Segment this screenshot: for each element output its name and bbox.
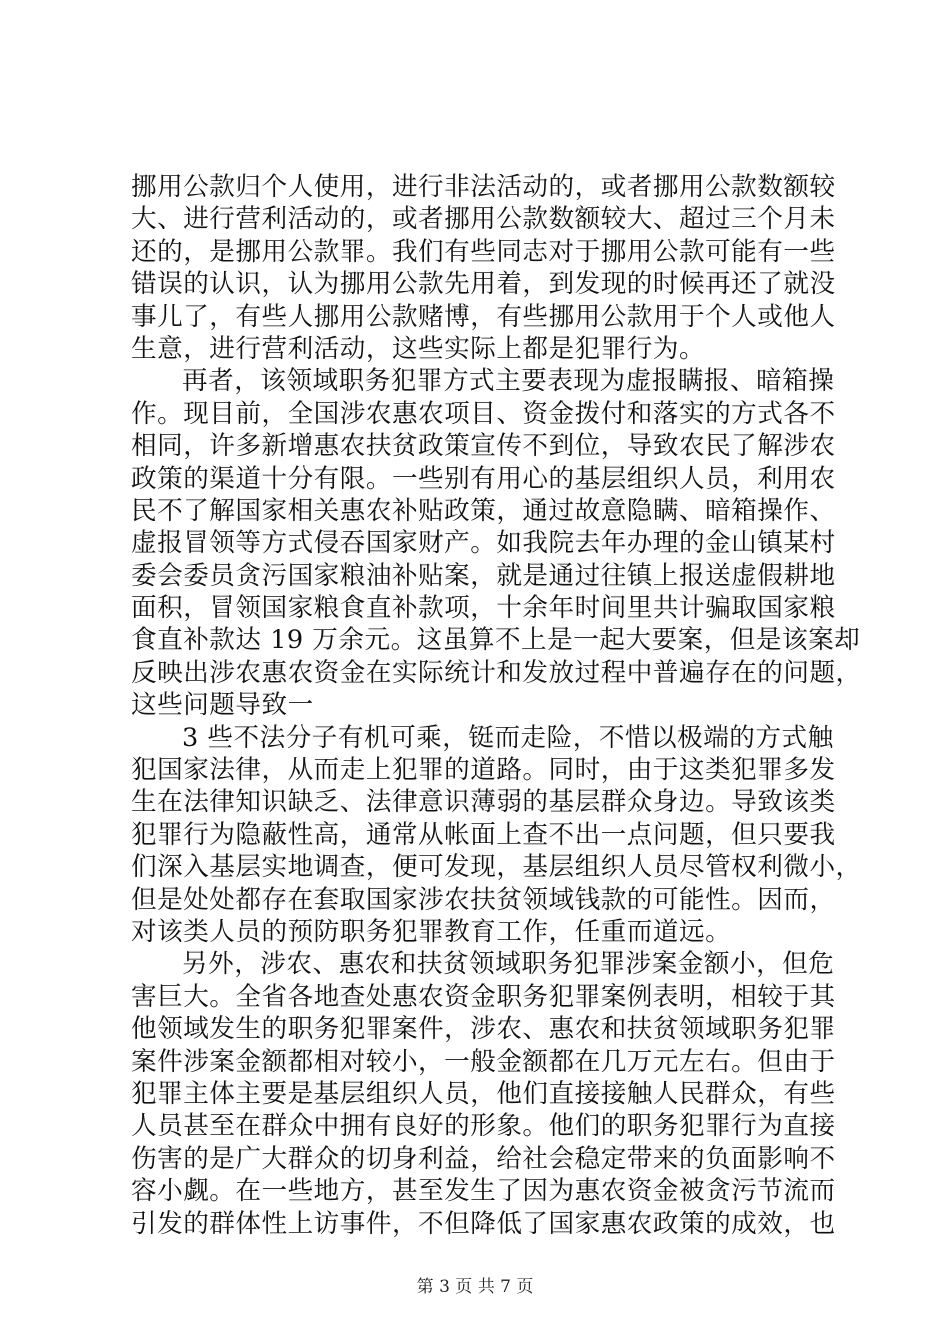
text-line: 犯国家法律，从而走上犯罪的道路。同时，由于这类犯罪多发 (131, 755, 836, 786)
paragraph-first-line: 再者，该领域职务犯罪方式主要表现为虚报瞒报、暗箱操 (182, 366, 835, 397)
text-line: 犯罪行为隐蔽性高，通常从帐面上查不出一点问题，但只要我 (131, 819, 836, 850)
text-line: 民不了解国家相关惠农补贴政策，通过故意隐瞒、暗箱操作、 (131, 495, 836, 526)
text-line: 事儿了，有些人挪用公款赌博，有些挪用公款用于个人或他人 (131, 301, 836, 332)
text-line: 反映出涉农惠农资金在实际统计和发放过程中普遍存在的问题， (131, 657, 862, 688)
page-number-footer: 第 3 页 共 7 页 (416, 1277, 534, 1297)
text-line: 犯罪主体主要是基层组织人员，他们直接接触人民群众，有些 (131, 1078, 836, 1109)
text-line: 这些问题导致一 (131, 690, 314, 721)
text-line: 但是处处都存在套取国家涉农扶贫领域钱款的可能性。因而， (131, 884, 836, 915)
text-line: 们深入基层实地调查，便可发现，基层组织人员尽管权利微小， (131, 852, 862, 883)
text-line: 作。现目前，全国涉农惠农项目、资金拨付和落实的方式各不 (131, 398, 836, 429)
paragraph-first-line: 另外，涉农、惠农和扶贫领域职务犯罪涉案金额小，但危 (182, 949, 835, 980)
text-line: 委会委员贪污国家粮油补贴案，就是通过往镇上报送虚假耕地 (131, 560, 836, 591)
text-line: 政策的渠道十分有限。一些别有用心的基层组织人员，利用农 (131, 463, 836, 494)
text-line: 大、进行营利活动的，或者挪用公款数额较大、超过三个月未 (131, 204, 836, 235)
text-line: 容小觑。在一些地方，甚至发生了因为惠农资金被贪污节流而 (131, 1176, 836, 1207)
text-line: 人员甚至在群众中拥有良好的形象。他们的职务犯罪行为直接 (131, 1111, 836, 1142)
text-line: 引发的群体性上访事件，不但降低了国家惠农政策的成效，也 (131, 1208, 836, 1239)
document-body (131, 171, 862, 1240)
text-line: 伤害的是广大群众的切身利益，给社会稳定带来的负面影响不 (131, 1143, 836, 1174)
paragraph-first-line: 3 些不法分子有机可乘，铤而走险，不惜以极端的方式触 (182, 722, 834, 753)
text-line: 虚报冒领等方式侵吞国家财产。如我院去年办理的金山镇某村 (131, 528, 836, 559)
text-line: 还的，是挪用公款罪。我们有些同志对于挪用公款可能有一些 (131, 236, 836, 267)
text-line: 挪用公款归个人使用，进行非法活动的，或者挪用公款数额较 (131, 172, 836, 202)
text-line: 相同，许多新增惠农扶贫政策宣传不到位，导致农民了解涉农 (131, 431, 836, 462)
text-line: 错误的认识，认为挪用公款先用着，到发现的时候再还了就没 (131, 269, 836, 300)
text-line: 案件涉案金额都相对较小，一般金额都在几万元左右。但由于 (131, 1046, 836, 1077)
text-line: 他领域发生的职务犯罪案件，涉农、惠农和扶贫领域职务犯罪 (131, 1014, 836, 1045)
text-line: 生意，进行营利活动，这些实际上都是犯罪行为。 (131, 333, 706, 364)
text-line: 食直补款达 19 万余元。这虽算不上是一起大要案，但是该案却 (131, 625, 861, 656)
text-line: 害巨大。全省各地查处惠农资金职务犯罪案例表明，相较于其 (131, 981, 836, 1012)
text-line: 生在法律知识缺乏、法律意识薄弱的基层群众身边。导致该类 (131, 787, 836, 818)
text-line: 对该类人员的预防职务犯罪教育工作，任重而道远。 (131, 916, 732, 947)
text-line: 面积，冒领国家粮食直补款项，十余年时间里共计骗取国家粮 (131, 593, 836, 624)
